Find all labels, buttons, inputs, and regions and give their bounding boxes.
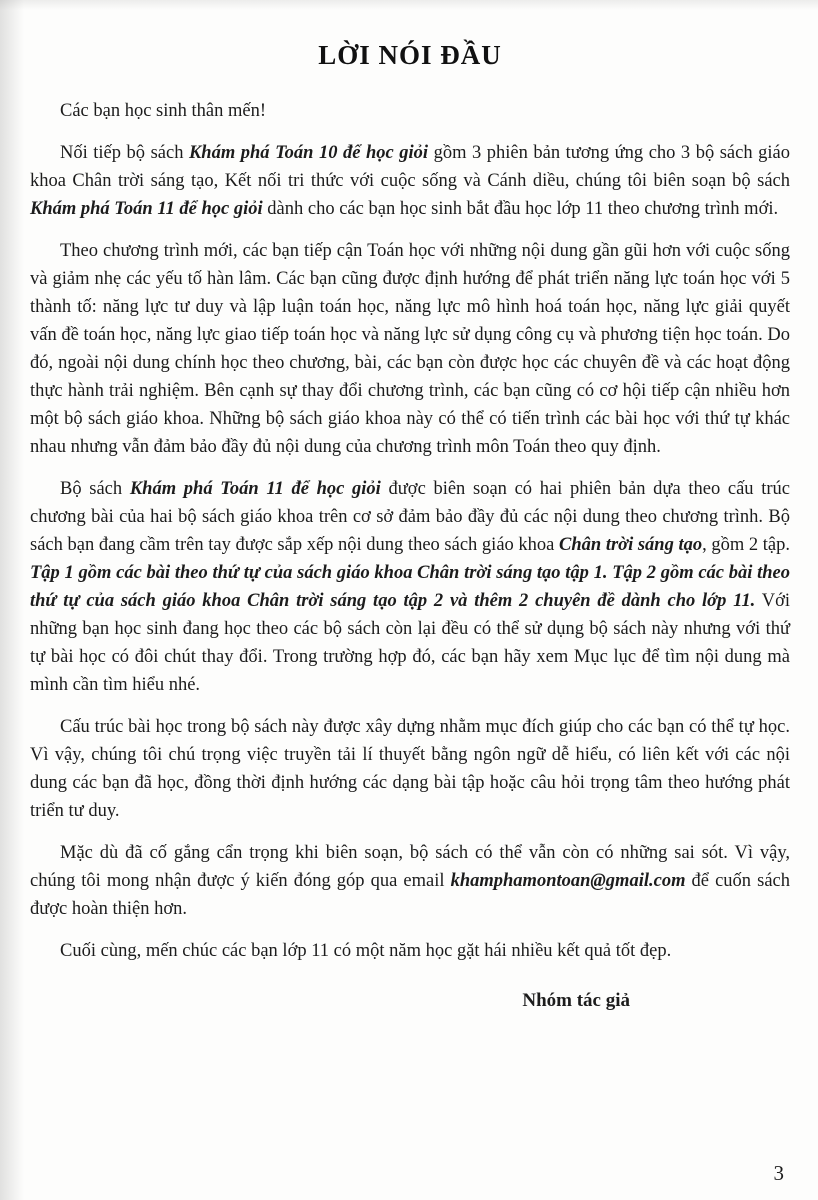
- volume-description-text: Tập 1 gồm các bài theo thứ tự của sách giáo khoa Chân trời sáng tạo tập 1. Tập 2 gồm các bài theo thứ tự của sách giáo khoa Chân trời sáng tạo tập 2 và thêm 2 chuyên đề dành cho lớp 11.: [30, 563, 790, 611]
- paragraph-intro: [30, 139, 790, 223]
- paragraph-feedback: [30, 839, 790, 923]
- paragraph-segment: Cấu trúc bài học trong bộ sách này được xây dựng nhằm mục đích giúp cho các bạn có thể tự học. Vì vậy, chúng tôi chú trọng việc truyền tải lí thuyết bằng ngôn ngữ dễ hiểu, có liên kết với các nội dung các bạn đã học, đồng thời định hướng các dạng bài tập hoặc câu hỏi trọng tâm theo hướng phát triển tư duy.: [30, 717, 790, 821]
- paragraph-segment: Theo chương trình mới, các bạn tiếp cận Toán học với những nội dung gần gũi hơn với cuộc sống và giảm nhẹ các yếu tố hàn lâm. Các bạn cũng được định hướng để phát triển năng lực toán học với 5 thành tố: năng lực tư duy và lập luận toán học, năng lực mô hình hoá toán học, năng lực giải quyết vấn đề toán học, năng lực giao tiếp toán học và năng lực sử dụng công cụ và phương tiện học toán. Do đó, ngoài nội dung chính học theo chương, bài, các bạn còn được học các chuyên đề và các hoạt động thực hành trải nghiệm. Bên cạnh sự thay đổi chương trình, các bạn cũng có cơ hội tiếp cận nhiều hơn một bộ sách giáo khoa. Những bộ sách giáo khoa này có thể có tiến trình các bài học với thứ tự khác nhau nhưng vẫn đảm bảo đầy đủ nội dung của chương trình môn Toán theo quy định.: [30, 241, 790, 457]
- paragraph-segment: gồm 3 phiên bản tương ứng cho 3 bộ sách giáo khoa Chân trời sáng tạo, Kết nối tri thức với cuộc sống và Cánh diều, chúng tôi biên soạn bộ sách: [30, 143, 790, 191]
- page-title: LỜI NÓI ĐẦU: [318, 40, 502, 70]
- paragraph-structure: [30, 475, 790, 699]
- paragraph-lesson-design: [30, 713, 790, 825]
- book-title-text: Khám phá Toán 11 để học giỏi: [30, 199, 263, 219]
- book-title-text: Chân trời sáng tạo: [559, 535, 703, 555]
- paragraph-greeting: [30, 97, 790, 125]
- paragraph-segment: Bộ sách: [60, 479, 130, 499]
- paragraph-segment: Các bạn học sinh thân mến!: [60, 101, 267, 121]
- author-signature: Nhóm tác giả: [522, 990, 630, 1011]
- paragraph-segment: dành cho các bạn học sinh bắt đầu học lớp 11 theo chương trình mới.: [262, 199, 779, 219]
- paragraph-segment: Nối tiếp bộ sách: [60, 143, 189, 163]
- page-content: [30, 97, 790, 1015]
- paragraph-closing: [30, 937, 790, 965]
- paragraph-curriculum: [30, 237, 790, 461]
- contact-email-text: khamphamontoan@gmail.com: [450, 871, 686, 891]
- paragraph-segment: , gồm 2 tập.: [702, 535, 791, 555]
- paragraph-segment: Với những bạn học sinh đang học theo các bộ sách còn lại đều có thể sử dụng bộ sách này nhưng với thứ tự bài học có đôi chút thay đổi. Trong trường hợp đó, các bạn hãy xem Mục lục để tìm nội dung mà mình cần tìm hiểu nhé.: [30, 591, 790, 695]
- paragraph-segment: Cuối cùng, mến chúc các bạn lớp 11 có một năm học gặt hái nhiều kết quả tốt đẹp.: [60, 941, 672, 961]
- paragraph-segment: để cuốn sách được hoàn thiện hơn.: [30, 871, 790, 919]
- book-title-text: Khám phá Toán 10 để học giỏi: [188, 143, 429, 163]
- paragraph-segment: Mặc dù đã cố gắng cẩn trọng khi biên soạn, bộ sách có thể vẫn còn có những sai sót. Vì vậy, chúng tôi mong nhận được ý kiến đóng góp qua email: [30, 843, 790, 891]
- paragraph-segment: được biên soạn có hai phiên bản dựa theo cấu trúc chương bài của hai bộ sách giáo khoa trên cơ sở đảm bảo đầy đủ các nội dung theo chương trình. Bộ sách bạn đang cầm trên tay được sắp xếp nội dung theo sách giáo khoa: [30, 479, 790, 555]
- page-number: 3: [773, 1161, 784, 1185]
- book-title-text: Khám phá Toán 11 để học giỏi: [129, 479, 381, 499]
